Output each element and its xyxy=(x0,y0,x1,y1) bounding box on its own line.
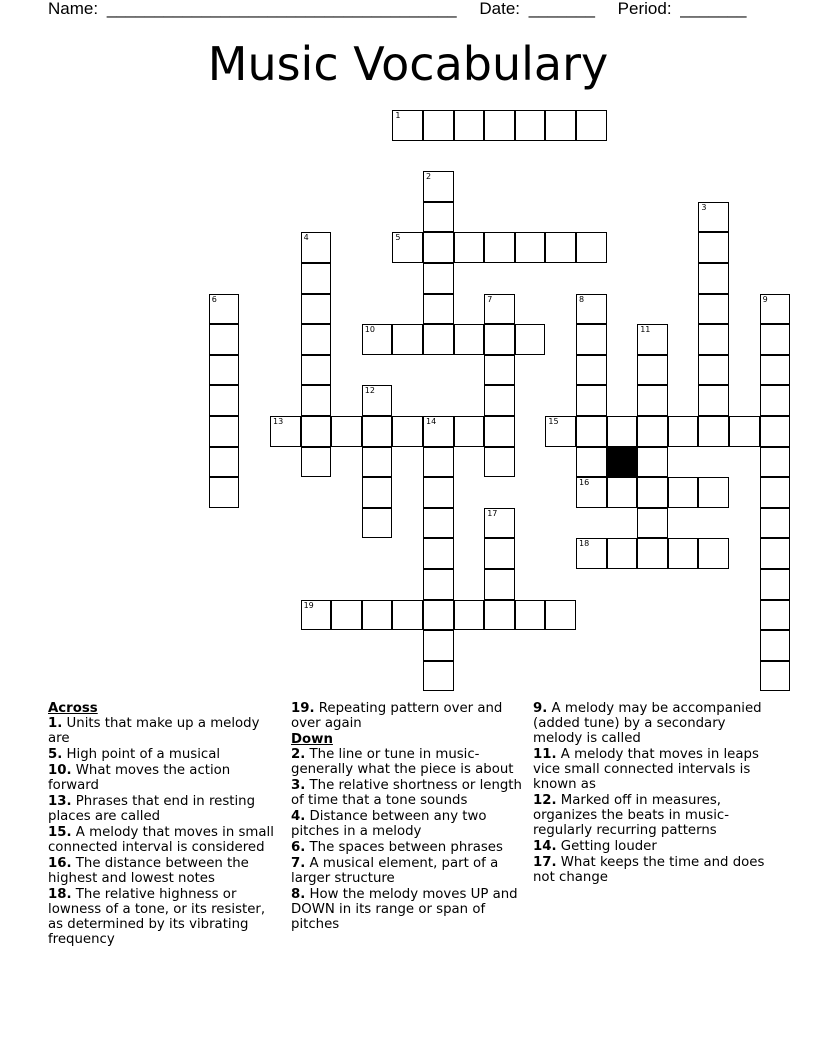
name-label: Name: xyxy=(48,0,99,18)
grid-cell[interactable] xyxy=(484,569,515,600)
grid-cell[interactable] xyxy=(423,630,454,661)
across-clue-list xyxy=(48,716,280,947)
grid-cell[interactable] xyxy=(515,324,546,355)
clue-item xyxy=(533,855,765,885)
clue-item-number: 17. xyxy=(533,855,557,870)
grid-cell[interactable] xyxy=(301,447,332,478)
date-blank[interactable]: _______ xyxy=(528,0,595,18)
grid-cell[interactable] xyxy=(301,324,332,355)
grid-cell[interactable] xyxy=(698,324,729,355)
clue-item xyxy=(291,856,523,886)
clue-item-text: The spaces between phrases xyxy=(305,840,503,855)
clue-column-1 xyxy=(48,701,280,948)
grid-cell[interactable] xyxy=(698,385,729,416)
clue-number: 11 xyxy=(640,325,651,335)
grid-cell[interactable] xyxy=(362,385,393,416)
grid-cell[interactable] xyxy=(331,600,362,631)
grid-cell[interactable] xyxy=(301,263,332,294)
grid-cell[interactable] xyxy=(545,600,576,631)
grid-cell[interactable] xyxy=(484,447,515,478)
clue-item-text: Phrases that end in resting places are called xyxy=(48,794,256,824)
grid-cell[interactable] xyxy=(760,447,791,478)
grid-cell[interactable] xyxy=(209,324,240,355)
clue-item-text: The line or tune in music-generally what the piece is about xyxy=(291,747,514,777)
grid-cell[interactable] xyxy=(423,202,454,233)
clue-item-text: Units that make up a melody are xyxy=(48,716,260,746)
grid-cell[interactable] xyxy=(454,416,485,447)
grid-cell[interactable] xyxy=(668,477,699,508)
grid-cell[interactable] xyxy=(454,110,485,141)
grid-cell[interactable] xyxy=(637,477,668,508)
page-title: Music Vocabulary xyxy=(207,37,609,91)
grid-cell[interactable] xyxy=(423,171,454,202)
grid-cell[interactable] xyxy=(454,600,485,631)
grid-cell[interactable] xyxy=(209,294,240,325)
clue-number: 17 xyxy=(487,508,498,518)
grid-cell[interactable] xyxy=(392,324,423,355)
grid-cell[interactable] xyxy=(760,630,791,661)
grid-cell[interactable] xyxy=(698,538,729,569)
grid-cell[interactable] xyxy=(484,538,515,569)
grid-cell[interactable] xyxy=(484,110,515,141)
grid-cell[interactable] xyxy=(209,477,240,508)
clue-item xyxy=(48,856,280,886)
clue-item-number: 18. xyxy=(48,887,72,902)
grid-cell[interactable] xyxy=(301,294,332,325)
grid-cell[interactable] xyxy=(760,385,791,416)
grid-cell[interactable] xyxy=(331,416,362,447)
clue-item xyxy=(48,763,280,793)
clue-item xyxy=(533,747,765,792)
clue-item xyxy=(291,747,523,777)
grid-cell[interactable] xyxy=(576,294,607,325)
grid-cell[interactable] xyxy=(362,477,393,508)
clue-number: 6 xyxy=(211,294,217,304)
clue-item-text: How the melody moves UP and DOWN in its range or span of pitches xyxy=(291,887,518,932)
across-heading: Across xyxy=(48,701,98,716)
clue-item xyxy=(533,839,765,854)
across-clue-list-continued xyxy=(291,701,523,731)
grid-cell[interactable] xyxy=(423,294,454,325)
grid-cell[interactable] xyxy=(760,324,791,355)
clue-item-number: 16. xyxy=(48,856,72,871)
grid-cell[interactable] xyxy=(760,569,791,600)
clue-item-text: A musical element, part of a larger structure xyxy=(291,856,499,886)
clue-item-number: 12. xyxy=(533,793,557,808)
clue-item-number: 14. xyxy=(533,839,557,854)
clue-item-text: Distance between any two pitches in a melody xyxy=(291,809,487,839)
grid-cell[interactable] xyxy=(607,477,638,508)
grid-cell[interactable] xyxy=(423,569,454,600)
grid-cell[interactable] xyxy=(423,110,454,141)
clue-item-number: 6. xyxy=(291,840,306,855)
grid-cell[interactable] xyxy=(515,232,546,263)
grid-cell[interactable] xyxy=(484,508,515,539)
clue-item xyxy=(291,809,523,839)
grid-cell[interactable] xyxy=(484,294,515,325)
clue-item-text: Getting louder xyxy=(556,839,657,854)
grid-cell[interactable] xyxy=(301,416,332,447)
grid-cell[interactable] xyxy=(423,447,454,478)
clue-number: 1 xyxy=(395,111,401,120)
grid-cell[interactable] xyxy=(362,324,393,355)
grid-cell[interactable] xyxy=(209,416,240,447)
grid-cell[interactable] xyxy=(301,600,332,631)
grid-cell[interactable] xyxy=(729,416,760,447)
clue-number: 12 xyxy=(364,386,375,396)
down-clue-list xyxy=(291,747,523,932)
grid-cell[interactable] xyxy=(576,538,607,569)
clue-number: 7 xyxy=(487,294,493,304)
grid-cell[interactable] xyxy=(637,385,668,416)
blocked-cell xyxy=(607,447,638,478)
clue-item-text: The relative shortness or length of time that a tone sounds xyxy=(291,778,522,808)
down-heading: Down xyxy=(291,732,333,747)
clue-number: 13 xyxy=(273,417,284,426)
grid-cell[interactable] xyxy=(637,447,668,478)
clue-item-text: A melody that moves in small connected interval is considered xyxy=(48,825,274,855)
clue-item-text: A melody that moves in leaps vice small connected intervals is known as xyxy=(533,747,759,792)
grid-cell[interactable] xyxy=(270,416,301,447)
period-blank[interactable]: _______ xyxy=(680,0,747,18)
clue-item-number: 3. xyxy=(291,778,306,793)
clue-item-number: 10. xyxy=(48,763,72,778)
grid-cell[interactable] xyxy=(576,232,607,263)
clue-number: 16 xyxy=(579,478,590,488)
grid-cell[interactable] xyxy=(760,538,791,569)
grid-cell[interactable] xyxy=(301,232,332,263)
clue-item-text: A melody may be accompanied (added tune) by a secondary melody is called xyxy=(533,701,762,746)
clue-column-2 xyxy=(291,701,523,933)
grid-cell[interactable] xyxy=(760,661,791,692)
clue-item-number: 13. xyxy=(48,794,72,809)
grid-cell[interactable] xyxy=(209,447,240,478)
grid-cell[interactable] xyxy=(576,385,607,416)
clue-item-number: 2. xyxy=(291,747,306,762)
grid-cell[interactable] xyxy=(760,600,791,631)
clue-number: 2 xyxy=(426,172,432,182)
grid-cell[interactable] xyxy=(668,538,699,569)
grid-cell[interactable] xyxy=(423,477,454,508)
clue-item xyxy=(291,887,523,932)
grid-cell[interactable] xyxy=(698,416,729,447)
grid-cell[interactable] xyxy=(301,385,332,416)
clue-number: 19 xyxy=(303,600,314,610)
clue-item xyxy=(533,701,765,746)
grid-cell[interactable] xyxy=(637,508,668,539)
clue-item xyxy=(48,747,280,762)
clue-item xyxy=(291,701,523,731)
grid-cell[interactable] xyxy=(423,263,454,294)
clue-item-number: 11. xyxy=(533,747,557,762)
clue-number: 8 xyxy=(579,294,585,304)
name-blank[interactable]: _____________________________________ xyxy=(106,0,457,18)
clue-item-text: Marked off in measures, organizes the beats in music-regularly recurring patterns xyxy=(533,793,730,838)
clue-item-number: 9. xyxy=(533,701,548,716)
grid-cell[interactable] xyxy=(484,324,515,355)
grid-cell[interactable] xyxy=(545,416,576,447)
clue-item xyxy=(48,794,280,824)
grid-cell[interactable] xyxy=(760,477,791,508)
grid-cell[interactable] xyxy=(423,538,454,569)
clue-number: 4 xyxy=(303,233,309,243)
grid-cell[interactable] xyxy=(760,508,791,539)
grid-cell[interactable] xyxy=(545,232,576,263)
grid-cell[interactable] xyxy=(698,477,729,508)
grid-cell[interactable] xyxy=(423,661,454,692)
period-label: Period: xyxy=(617,0,672,18)
grid-cell[interactable] xyxy=(423,324,454,355)
clue-item-number: 5. xyxy=(48,747,63,762)
clue-item-number: 8. xyxy=(291,887,306,902)
clue-item xyxy=(291,778,523,808)
clue-number: 9 xyxy=(762,294,768,304)
grid-cell[interactable] xyxy=(698,202,729,233)
grid-cell[interactable] xyxy=(698,355,729,386)
clue-item xyxy=(48,716,280,746)
grid-cell[interactable] xyxy=(698,232,729,263)
clue-number: 18 xyxy=(579,539,590,549)
clue-item-number: 15. xyxy=(48,825,72,840)
grid-cell[interactable] xyxy=(423,600,454,631)
clue-item-number: 19. xyxy=(291,701,315,716)
grid-cell[interactable] xyxy=(392,416,423,447)
clue-number: 10 xyxy=(364,325,375,335)
grid-cell[interactable] xyxy=(576,355,607,386)
grid-cell[interactable] xyxy=(637,324,668,355)
clue-item xyxy=(48,825,280,855)
clue-item-number: 1. xyxy=(48,716,63,731)
grid-cell[interactable] xyxy=(209,355,240,386)
grid-cell[interactable] xyxy=(607,538,638,569)
clue-item-text: The distance between the highest and lowest notes xyxy=(48,856,249,886)
grid-cell[interactable] xyxy=(576,447,607,478)
grid-cell[interactable] xyxy=(392,110,423,141)
grid-cell[interactable] xyxy=(301,355,332,386)
grid-cell[interactable] xyxy=(698,294,729,325)
grid-cell[interactable] xyxy=(362,447,393,478)
grid-cell[interactable] xyxy=(209,385,240,416)
clue-item-text: What moves the action forward xyxy=(48,763,231,793)
clue-item-text: The relative highness or lowness of a tone, or its resister, as determined by its vibrating frequency xyxy=(48,887,266,947)
grid-cell[interactable] xyxy=(484,416,515,447)
grid-cell[interactable] xyxy=(576,477,607,508)
grid-cell[interactable] xyxy=(760,355,791,386)
date-label: Date: xyxy=(479,0,521,18)
clue-item xyxy=(48,887,280,947)
grid-cell[interactable] xyxy=(484,600,515,631)
grid-cell[interactable] xyxy=(637,355,668,386)
clue-number: 15 xyxy=(548,417,559,426)
clue-column-3 xyxy=(533,701,765,886)
clue-number: 5 xyxy=(395,233,401,243)
grid-cell[interactable] xyxy=(637,538,668,569)
grid-cell[interactable] xyxy=(760,416,791,447)
grid-cell[interactable] xyxy=(545,110,576,141)
grid-cell[interactable] xyxy=(515,600,546,631)
grid-cell[interactable] xyxy=(484,355,515,386)
grid-cell[interactable] xyxy=(392,600,423,631)
grid-cell[interactable] xyxy=(576,110,607,141)
grid-cell[interactable] xyxy=(454,324,485,355)
grid-cell[interactable] xyxy=(362,508,393,539)
grid-cell[interactable] xyxy=(423,416,454,447)
grid-cell[interactable] xyxy=(760,294,791,325)
grid-cell[interactable] xyxy=(423,232,454,263)
grid-cell[interactable] xyxy=(698,263,729,294)
clue-item-number: 7. xyxy=(291,856,306,871)
clue-number: 3 xyxy=(701,202,707,212)
clue-item-number: 4. xyxy=(291,809,306,824)
clue-item-text: High point of a musical xyxy=(62,747,221,762)
grid-cell[interactable] xyxy=(484,385,515,416)
clue-item-text: What keeps the time and does not change xyxy=(533,855,765,885)
grid-cell[interactable] xyxy=(392,232,423,263)
grid-cell[interactable] xyxy=(668,416,699,447)
grid-cell[interactable] xyxy=(515,110,546,141)
grid-cell[interactable] xyxy=(637,416,668,447)
grid-cell[interactable] xyxy=(362,416,393,447)
grid-cell[interactable] xyxy=(484,232,515,263)
grid-cell[interactable] xyxy=(362,600,393,631)
clue-item-text: Repeating pattern over and over again xyxy=(291,701,503,731)
grid-cell[interactable] xyxy=(576,416,607,447)
clue-number: 14 xyxy=(426,417,437,426)
clue-item xyxy=(291,840,523,855)
clue-item xyxy=(533,793,765,838)
grid-cell[interactable] xyxy=(423,508,454,539)
down-clue-list-continued xyxy=(533,701,765,885)
grid-cell[interactable] xyxy=(576,324,607,355)
grid-cell[interactable] xyxy=(454,232,485,263)
grid-cell[interactable] xyxy=(607,416,638,447)
